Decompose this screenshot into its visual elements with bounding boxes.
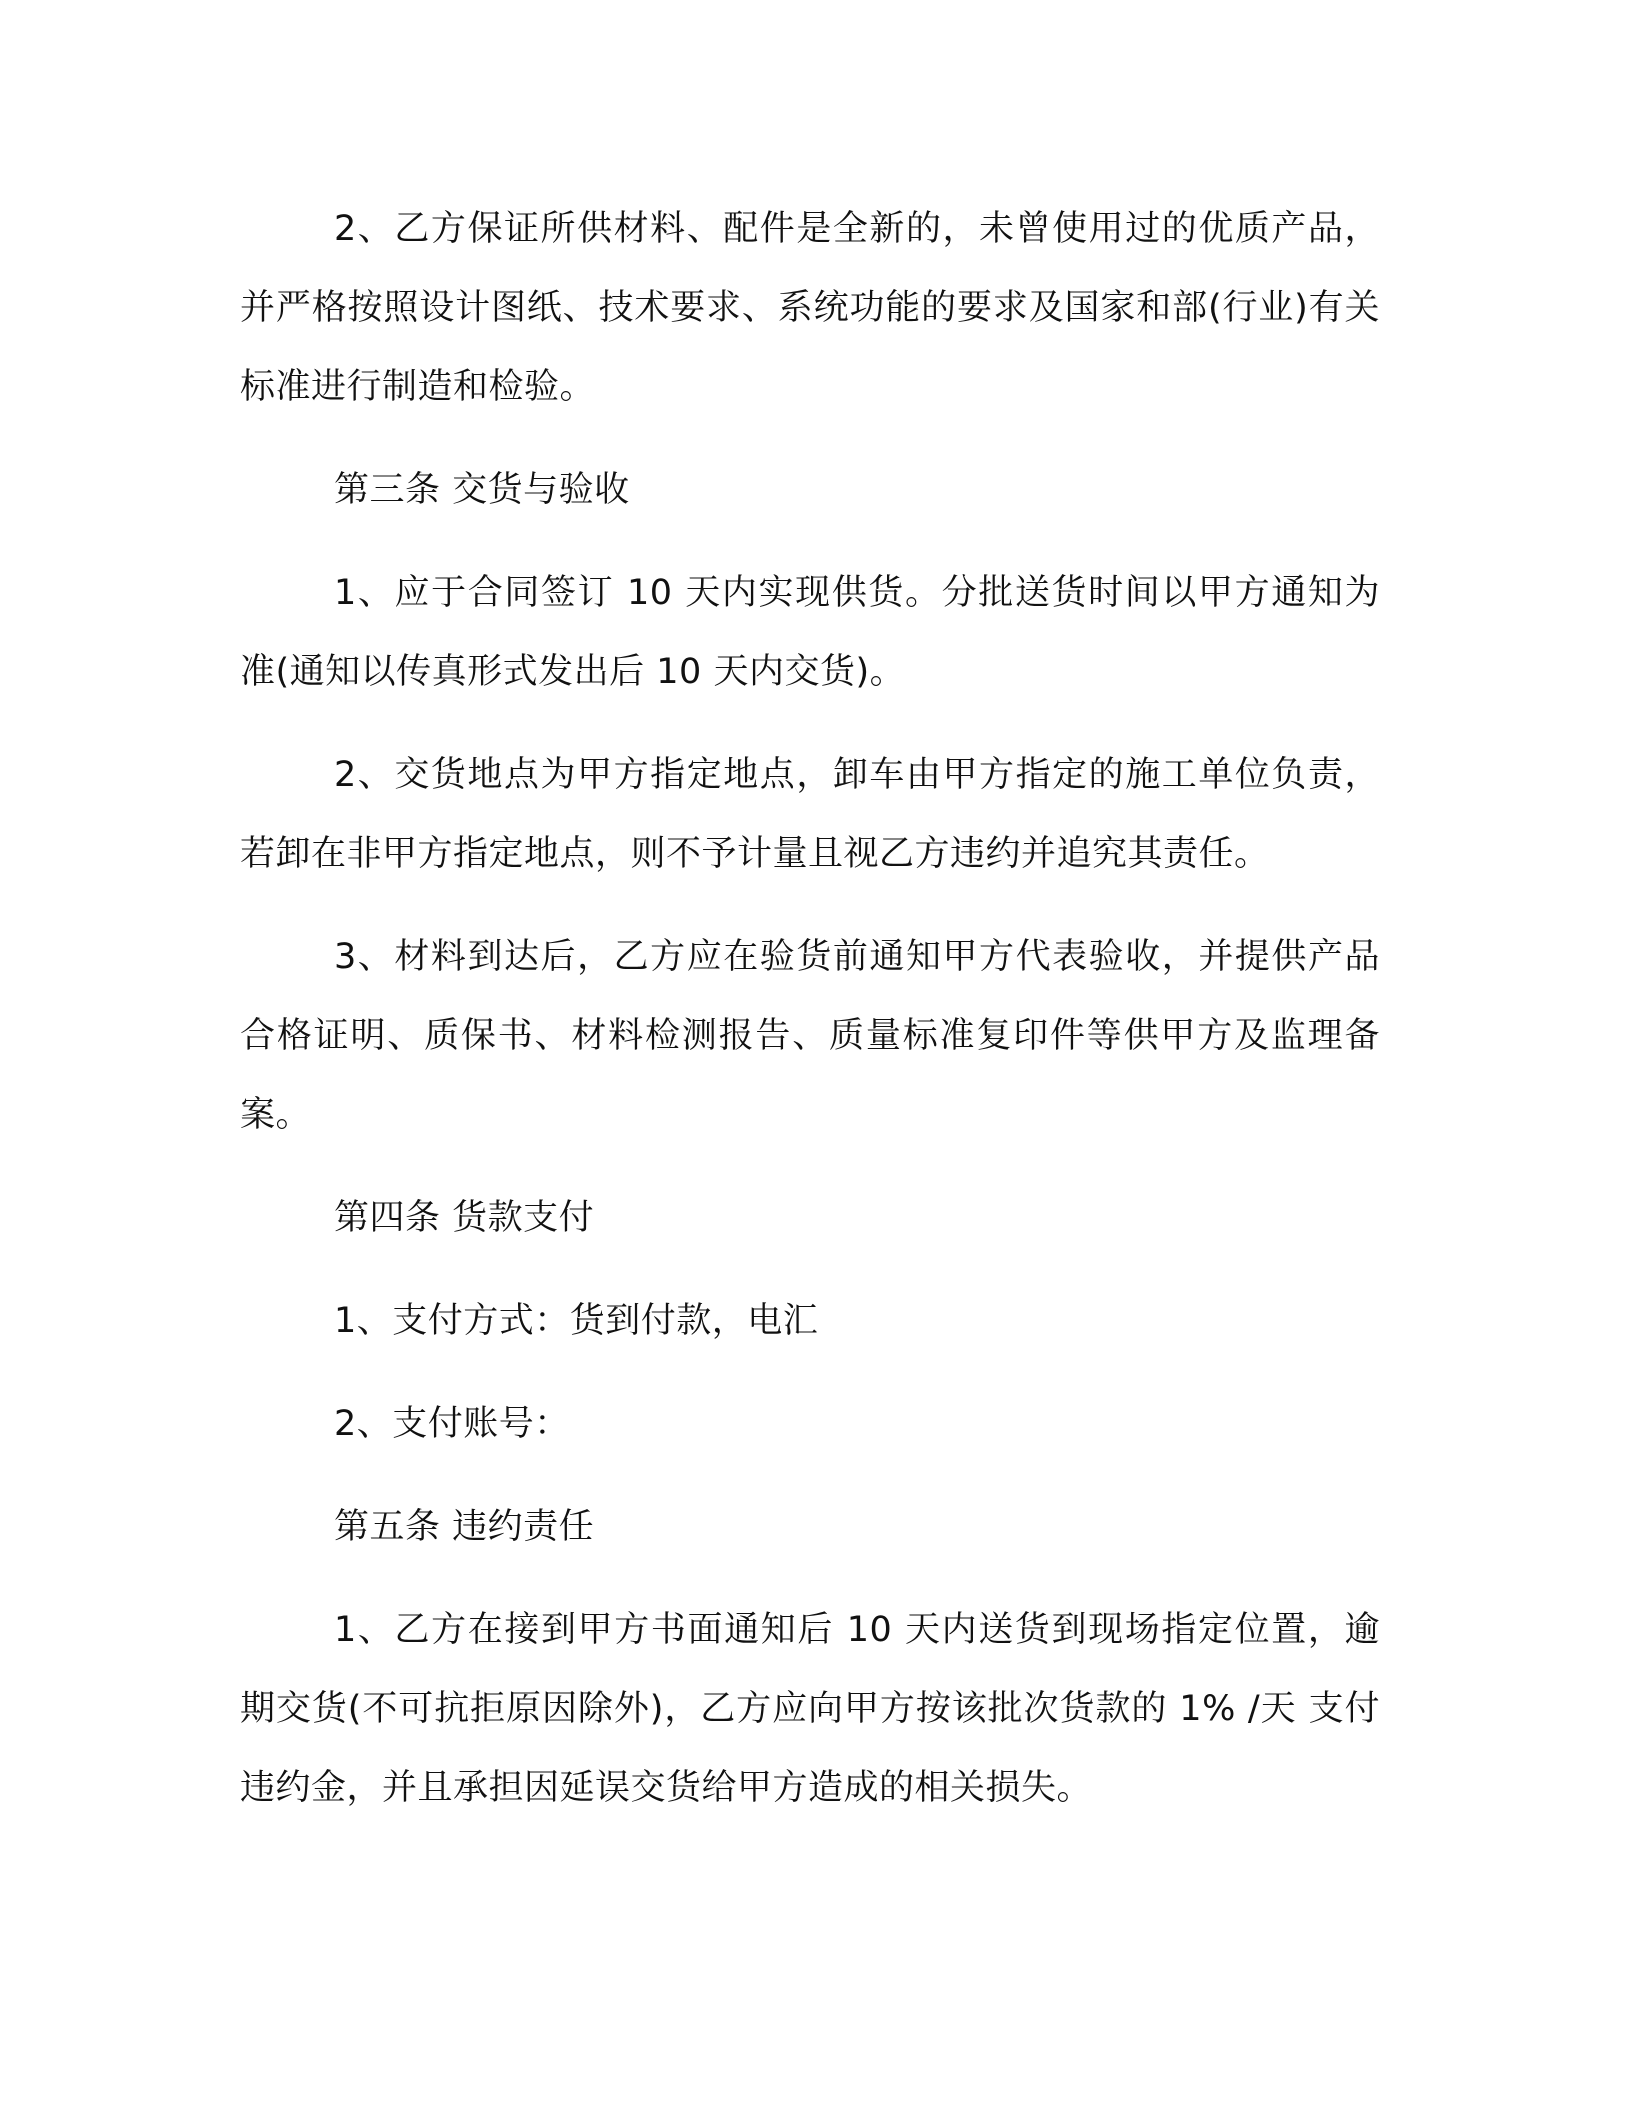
clause-1-payment-method: 1、支付方式：货到付款，电汇 [334, 1301, 819, 1341]
clause-2-quality-guarantee: 2、乙方保证所供材料、配件是全新的，未曾使用过的优质产品，并严格按照设计图纸、技术要求、系统功能的要求及国家和部(行业)有关标准进行制造和检验。 [240, 209, 1380, 407]
article-5-heading: 第五条 违约责任 [334, 1507, 595, 1547]
article-3-heading: 第三条 交货与验收 [334, 470, 630, 510]
clause-2-delivery-location: 2、交货地点为甲方指定地点，卸车由甲方指定的施工单位负责，若卸在非甲方指定地点，则不予计量且视乙方违约并追究其责任。 [240, 755, 1380, 874]
clause-3-inspection: 3、材料到达后，乙方应在验货前通知甲方代表验收，并提供产品合格证明、质保书、材料检测报告、质量标准复印件等供甲方及监理备案。 [240, 937, 1380, 1135]
clause-1-late-delivery-penalty: 1、乙方在接到甲方书面通知后 10 天内送货到现场指定位置，逾期交货(不可抗拒原因除外)，乙方应向甲方按该批次货款的 1% /天 支付违约金，并且承担因延误交货给甲方造成的相关损失。 [240, 1610, 1380, 1808]
article-4-heading: 第四条 货款支付 [334, 1198, 595, 1238]
clause-2-payment-account: 2、支付账号： [334, 1404, 570, 1444]
document-body [240, 190, 1380, 1852]
clause-1-delivery-time: 1、应于合同签订 10 天内实现供货。分批送货时间以甲方通知为准(通知以传真形式发出后 10 天内交货)。 [240, 573, 1380, 692]
